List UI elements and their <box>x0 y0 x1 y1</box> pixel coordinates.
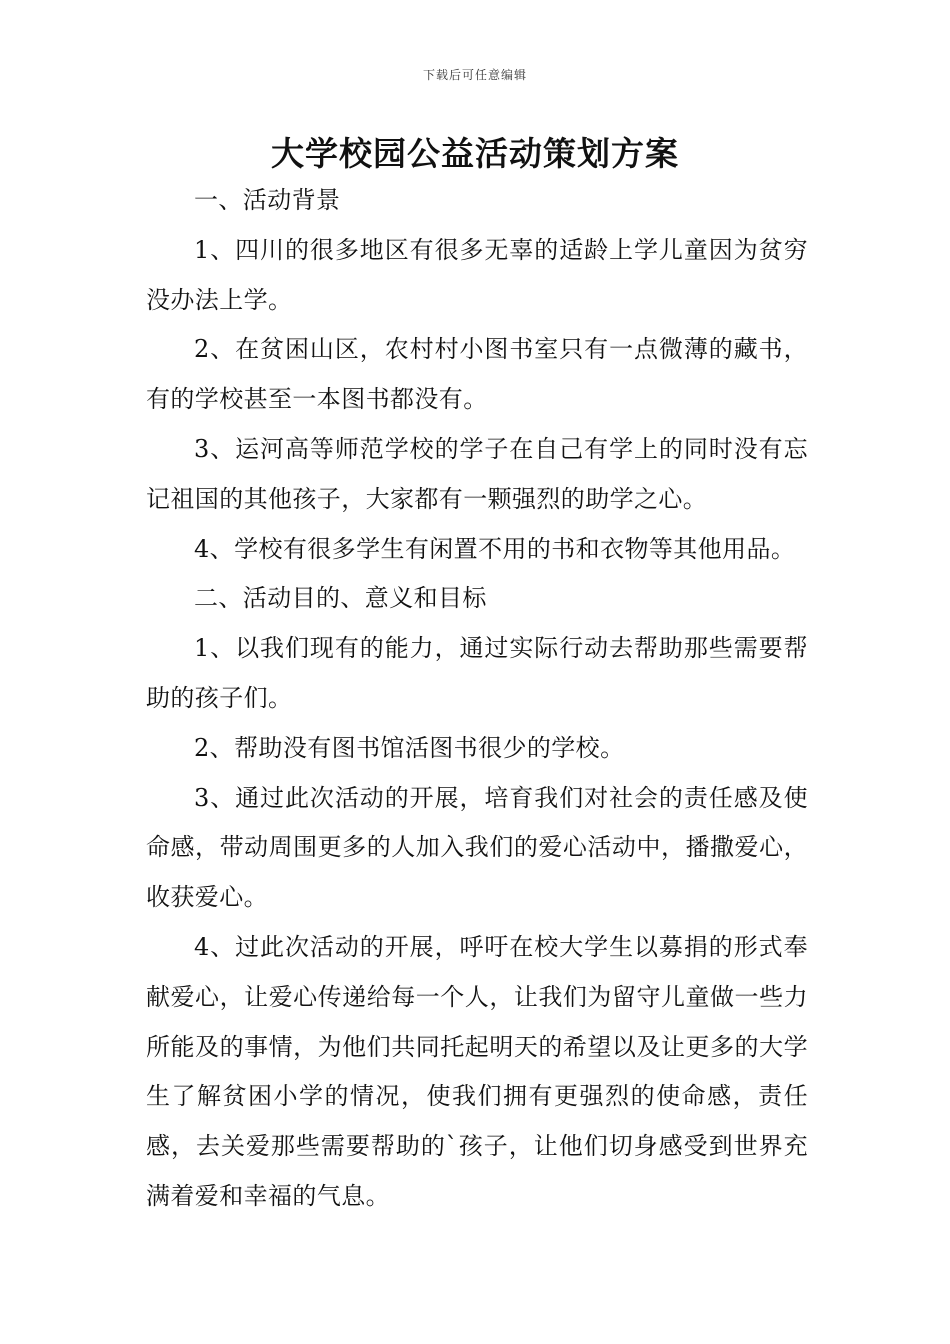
paragraph: 2、在贫困山区，农村村小图书室只有一点微薄的藏书，有的学校甚至一本图书都没有。 <box>146 335 808 414</box>
document-body <box>146 176 808 1222</box>
paragraph: 2、帮助没有图书馆活图书很少的学校。 <box>194 733 625 762</box>
paragraph: 1、四川的很多地区有很多无辜的适龄上学儿童因为贫穷没办法上学。 <box>146 235 808 314</box>
paragraph: 4、学校有很多学生有闲置不用的书和衣物等其他用品。 <box>194 534 796 563</box>
header-note: 下载后可任意编辑 <box>422 68 527 82</box>
paragraph: 4、过此次活动的开展，呼吁在校大学生以募捐的形式奉献爱心，让爱心传递给每一个人，让我们为留守儿童做一些力所能及的事情，为他们共同托起明天的希望以及让更多的大学生了解贫困小学的情况，使我们拥有更强烈的使命感，责任感，去关爱那些需要帮助的`孩子，让他们切身感受到世界充满着爱和幸福的气息。 <box>146 932 808 1210</box>
section-heading-goals: 二、活动目的、意义和目标 <box>194 584 487 613</box>
section-heading-background: 一、活动背景 <box>194 186 341 214</box>
document-title: 大学校园公益活动策划方案 <box>271 134 679 173</box>
paragraph: 1、以我们现有的能力，通过实际行动去帮助那些需要帮助的孩子们。 <box>146 634 808 712</box>
paragraph: 3、通过此次活动的开展，培育我们对社会的责任感及使命感，带动周围更多的人加入我们的爱心活动中，播撒爱心，收获爱心。 <box>146 783 808 912</box>
paragraph: 3、运河高等师范学校的学子在自己有学上的同时没有忘记祖国的其他孩子，大家都有一颗强烈的助学之心。 <box>146 434 808 513</box>
